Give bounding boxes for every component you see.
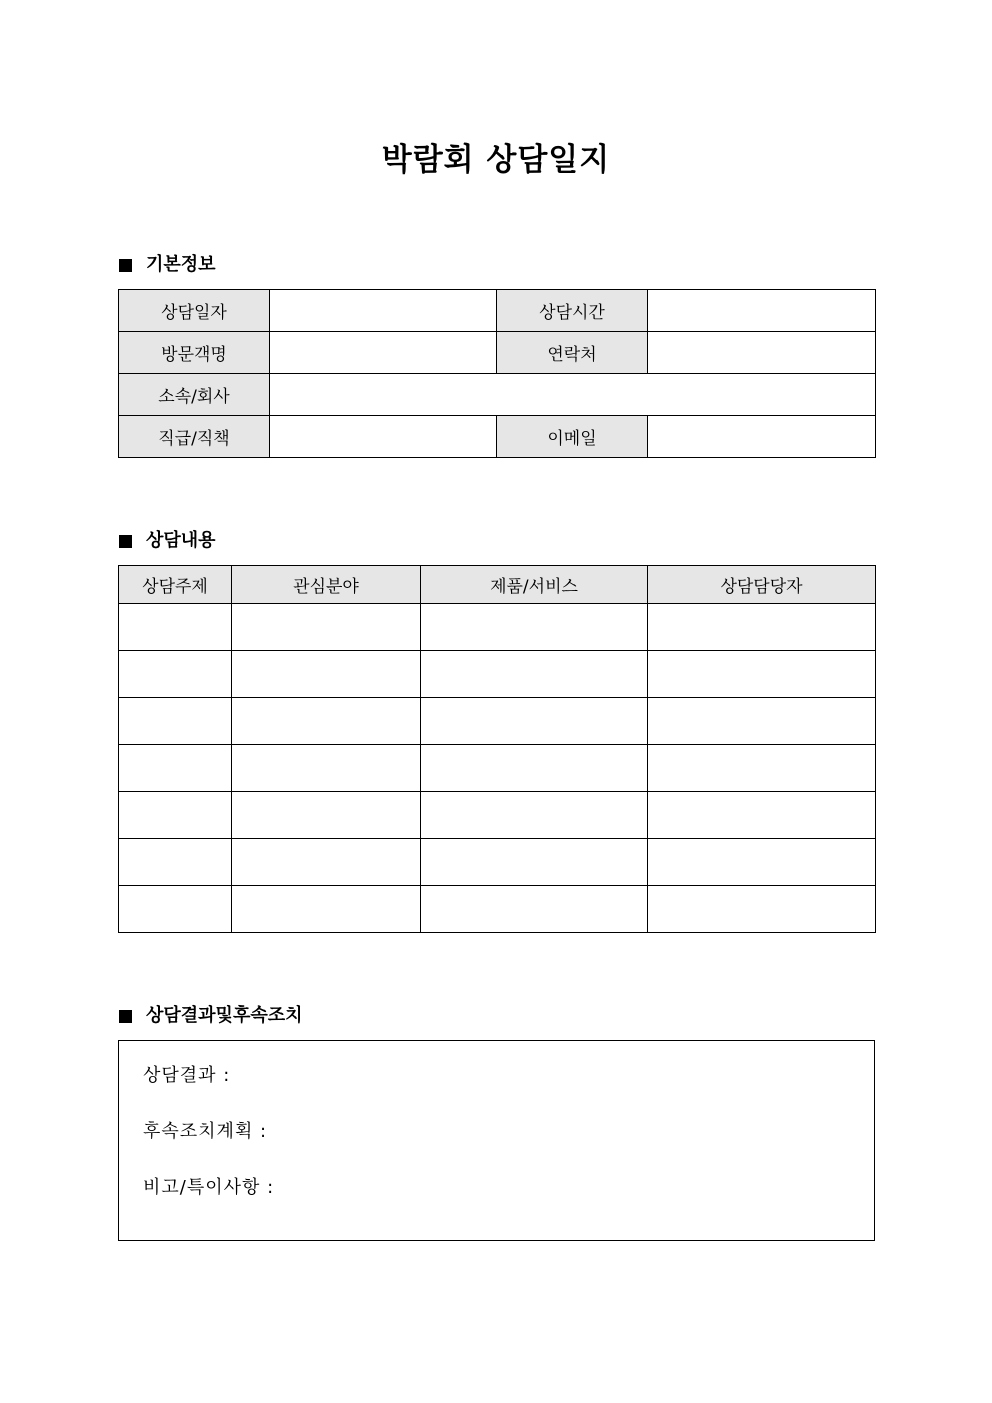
document-title: 박람회 상담일지 bbox=[381, 142, 611, 178]
product-cell[interactable] bbox=[421, 651, 648, 698]
position-label: 직급/직책 bbox=[119, 416, 270, 458]
topic-cell[interactable] bbox=[119, 886, 232, 933]
consult-result-line bbox=[143, 1061, 230, 1087]
product-cell[interactable] bbox=[421, 698, 648, 745]
section-heading-label: 상담결과및후속조치 bbox=[146, 1005, 303, 1026]
position-field[interactable] bbox=[270, 416, 497, 458]
visitor-name-field[interactable] bbox=[270, 332, 497, 374]
staff-cell[interactable] bbox=[648, 839, 876, 886]
email-label: 이메일 bbox=[497, 416, 648, 458]
section-heading-result bbox=[119, 1004, 303, 1028]
product-cell[interactable] bbox=[421, 886, 648, 933]
section-heading-label: 상담내용 bbox=[146, 530, 216, 551]
table-row bbox=[119, 290, 876, 332]
follow-up-plan-line bbox=[143, 1117, 267, 1143]
interest-cell[interactable] bbox=[232, 745, 421, 792]
remarks-line bbox=[143, 1173, 274, 1199]
product-cell[interactable] bbox=[421, 604, 648, 651]
topic-cell[interactable] bbox=[119, 604, 232, 651]
consult-date-label: 상담일자 bbox=[119, 290, 270, 332]
consult-time-field[interactable] bbox=[648, 290, 876, 332]
contact-label: 연락처 bbox=[497, 332, 648, 374]
staff-cell[interactable] bbox=[648, 745, 876, 792]
staff-cell[interactable] bbox=[648, 886, 876, 933]
affiliation-field[interactable] bbox=[270, 374, 876, 416]
table-row bbox=[119, 745, 876, 792]
table-row bbox=[119, 839, 876, 886]
black-square-icon bbox=[119, 1010, 132, 1023]
table-row bbox=[119, 416, 876, 458]
topic-cell[interactable] bbox=[119, 839, 232, 886]
staff-cell[interactable] bbox=[648, 698, 876, 745]
section-heading-basic-info bbox=[119, 253, 216, 277]
product-cell[interactable] bbox=[421, 745, 648, 792]
topic-cell[interactable] bbox=[119, 745, 232, 792]
interest-cell[interactable] bbox=[232, 886, 421, 933]
table-row bbox=[119, 886, 876, 933]
topic-cell[interactable] bbox=[119, 698, 232, 745]
remarks-label: 비고/특이사항 : bbox=[143, 1177, 275, 1198]
basic-info-table bbox=[118, 289, 876, 458]
result-box[interactable] bbox=[118, 1040, 875, 1241]
interest-cell[interactable] bbox=[232, 604, 421, 651]
table-row bbox=[119, 604, 876, 651]
interest-cell[interactable] bbox=[232, 651, 421, 698]
black-square-icon bbox=[119, 259, 132, 272]
interest-cell[interactable] bbox=[232, 698, 421, 745]
column-header-interest: 관심분야 bbox=[232, 566, 421, 604]
table-row bbox=[119, 698, 876, 745]
interest-cell[interactable] bbox=[232, 839, 421, 886]
product-cell[interactable] bbox=[421, 792, 648, 839]
consult-date-field[interactable] bbox=[270, 290, 497, 332]
follow-up-plan-label: 후속조치계획 : bbox=[143, 1121, 268, 1142]
black-square-icon bbox=[119, 535, 132, 548]
table-row bbox=[119, 651, 876, 698]
topic-cell[interactable] bbox=[119, 792, 232, 839]
consultation-table bbox=[118, 565, 876, 933]
staff-cell[interactable] bbox=[648, 792, 876, 839]
column-header-topic: 상담주제 bbox=[119, 566, 232, 604]
column-header-staff: 상담담당자 bbox=[648, 566, 876, 604]
affiliation-label: 소속/회사 bbox=[119, 374, 270, 416]
staff-cell[interactable] bbox=[648, 651, 876, 698]
section-heading-consultation bbox=[119, 529, 216, 553]
interest-cell[interactable] bbox=[232, 792, 421, 839]
table-row bbox=[119, 374, 876, 416]
topic-cell[interactable] bbox=[119, 651, 232, 698]
staff-cell[interactable] bbox=[648, 604, 876, 651]
contact-field[interactable] bbox=[648, 332, 876, 374]
table-header-row bbox=[119, 566, 876, 604]
table-row bbox=[119, 332, 876, 374]
product-cell[interactable] bbox=[421, 839, 648, 886]
column-header-product: 제품/서비스 bbox=[421, 566, 648, 604]
consult-result-label: 상담결과 : bbox=[143, 1065, 231, 1086]
email-field[interactable] bbox=[648, 416, 876, 458]
section-heading-label: 기본정보 bbox=[146, 254, 216, 275]
visitor-name-label: 방문객명 bbox=[119, 332, 270, 374]
consult-time-label: 상담시간 bbox=[497, 290, 648, 332]
table-row bbox=[119, 792, 876, 839]
